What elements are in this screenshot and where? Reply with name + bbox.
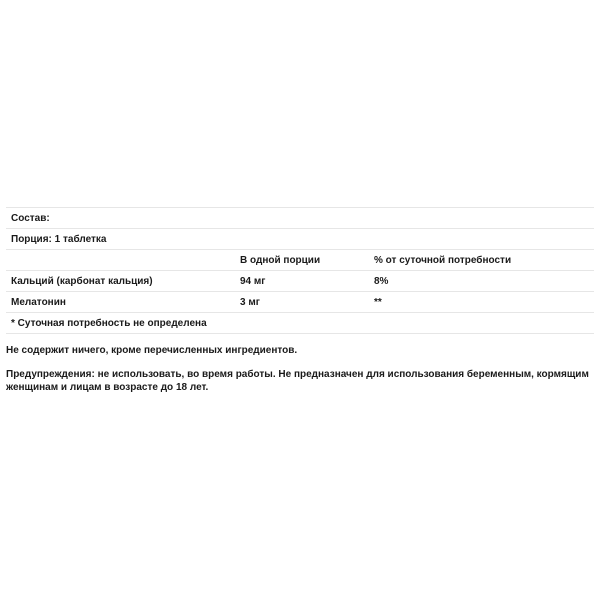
warning-note: Предупреждения: не использовать, во время работы. Не предназначен для использования беременным, кормящим женщинам и лицам в возрасте до 18 лет. [6, 369, 589, 393]
ingredient-daily-value: 8% [374, 276, 389, 287]
daily-value-header: % от суточной потребности [374, 255, 512, 266]
column-header-row [6, 250, 594, 271]
footnote-row [6, 313, 594, 334]
ingredient-amount: 94 мг [240, 276, 266, 287]
ingredient-daily-value: ** [374, 297, 382, 308]
product-notes [6, 344, 594, 394]
serving-size: Порция: 1 таблетка [11, 234, 107, 245]
heading-row [6, 208, 594, 229]
per-serving-header: В одной порции [240, 255, 321, 266]
serving-row [6, 229, 594, 250]
ingredient-name: Кальций (карбонат кальция) [11, 276, 153, 287]
table-row [6, 292, 594, 313]
table-row [6, 271, 594, 292]
table-heading: Состав: [11, 213, 50, 224]
contains-nothing-note: Не содержит ничего, кроме перечисленных ингредиентов. [6, 345, 298, 356]
supplement-facts-table [6, 207, 594, 334]
ingredient-amount: 3 мг [240, 297, 260, 308]
daily-value-footnote: * Суточная потребность не определена [11, 318, 207, 329]
ingredient-name: Мелатонин [11, 297, 66, 308]
